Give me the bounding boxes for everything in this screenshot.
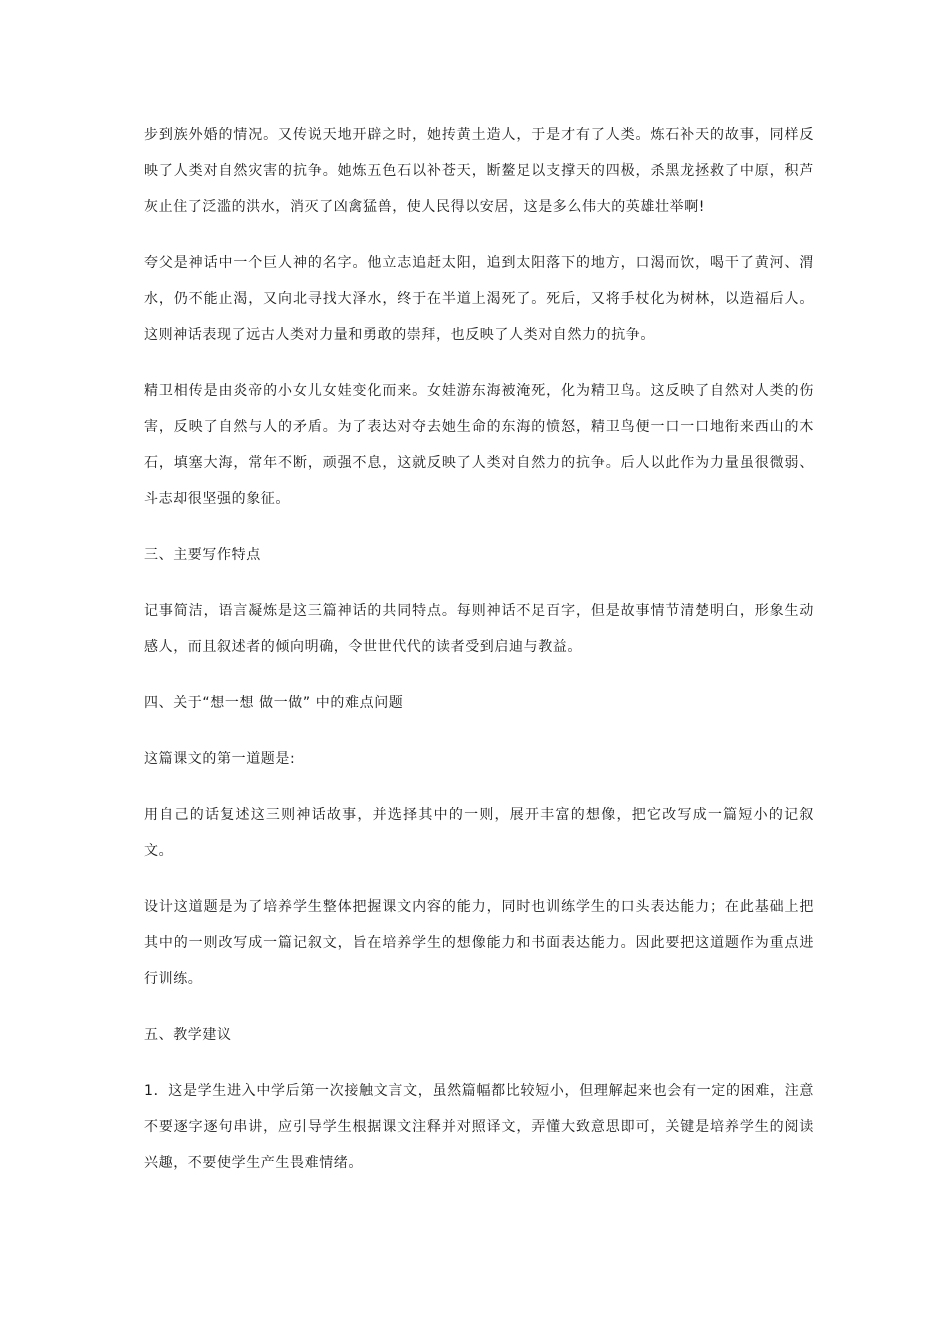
paragraph-nuwa: 步到族外婚的情况。又传说天地开辟之时，她抟黄土造人，于是才有了人类。炼石补天的故事，同样反映了人类对自然灾害的抗争。她炼五色石以补苍天，断鳌足以支撑天的四极，杀黑龙拯救了中原，积芦灰止住了泛滥的洪水，消灭了凶禽猛兽，使人民得以安居，这是多么伟大的英雄壮举啊! [144, 127, 814, 215]
paragraph-suggestion-1: 1．这是学生进入中学后第一次接触文言文，虽然篇幅都比较短小，但理解起来也会有一定的困难，注意不要逐字逐句串讲，应引导学生根据课文注释并对照译文，弄懂大致意思即可，关键是培养学生的阅读兴趣，不要使学生产生畏难情绪。 [144, 1083, 814, 1171]
paragraph-kuafu: 夸父是神话中一个巨人神的名字。他立志追赶太阳，追到太阳落下的地方，口渴而饮，喝干了黄河、渭水，仍不能止渴，又向北寻找大泽水，终于在半道上渴死了。死后，又将手杖化为树林，以造福后人。这则神话表现了远古人类对力量和勇敢的崇拜，也反映了人类对自然力的抗争。 [144, 255, 814, 343]
paragraph-first-question-intro: 这篇课文的第一道题是: [144, 751, 296, 767]
paragraph-jingwei: 精卫相传是由炎帝的小女儿女娃变化而来。女娃游东海被淹死，化为精卫鸟。这反映了自然对人类的伤害，反映了自然与人的矛盾。为了表达对夺去她生命的东海的愤怒，精卫鸟便一口一口地衔来西山的木石，填塞大海，常年不断，顽强不息，这就反映了人类对自然力的抗争。后人以此作为力量虽很微弱、斗志却很坚强的象征。 [144, 383, 814, 507]
paragraph-first-question: 用自己的话复述这三则神话故事，并选择其中的一则，展开丰富的想像，把它改写成一篇短小的记叙文。 [144, 807, 814, 859]
paragraph-writing-features: 记事简洁，语言凝炼是这三篇神话的共同特点。每则神话不足百字，但是故事情节清楚明白，形象生动感人，而且叙述者的倾向明确，令世世代代的读者受到启迪与教益。 [144, 603, 814, 655]
document-body [144, 117, 814, 1181]
section-heading-teaching-suggestions: 五、教学建议 [144, 1027, 232, 1043]
section-heading-writing-features: 三、主要写作特点 [144, 547, 261, 563]
paragraph-question-design: 设计这道题是为了培养学生整体把握课文内容的能力，同时也训练学生的口头表达能力；在此基础上把其中的一则改写成一篇记叙文，旨在培养学生的想像能力和书面表达能力。因此要把这道题作为重点进行训练。 [144, 899, 814, 987]
section-heading-difficult-questions: 四、关于“想一想 做一做” 中的难点问题 [144, 695, 404, 711]
